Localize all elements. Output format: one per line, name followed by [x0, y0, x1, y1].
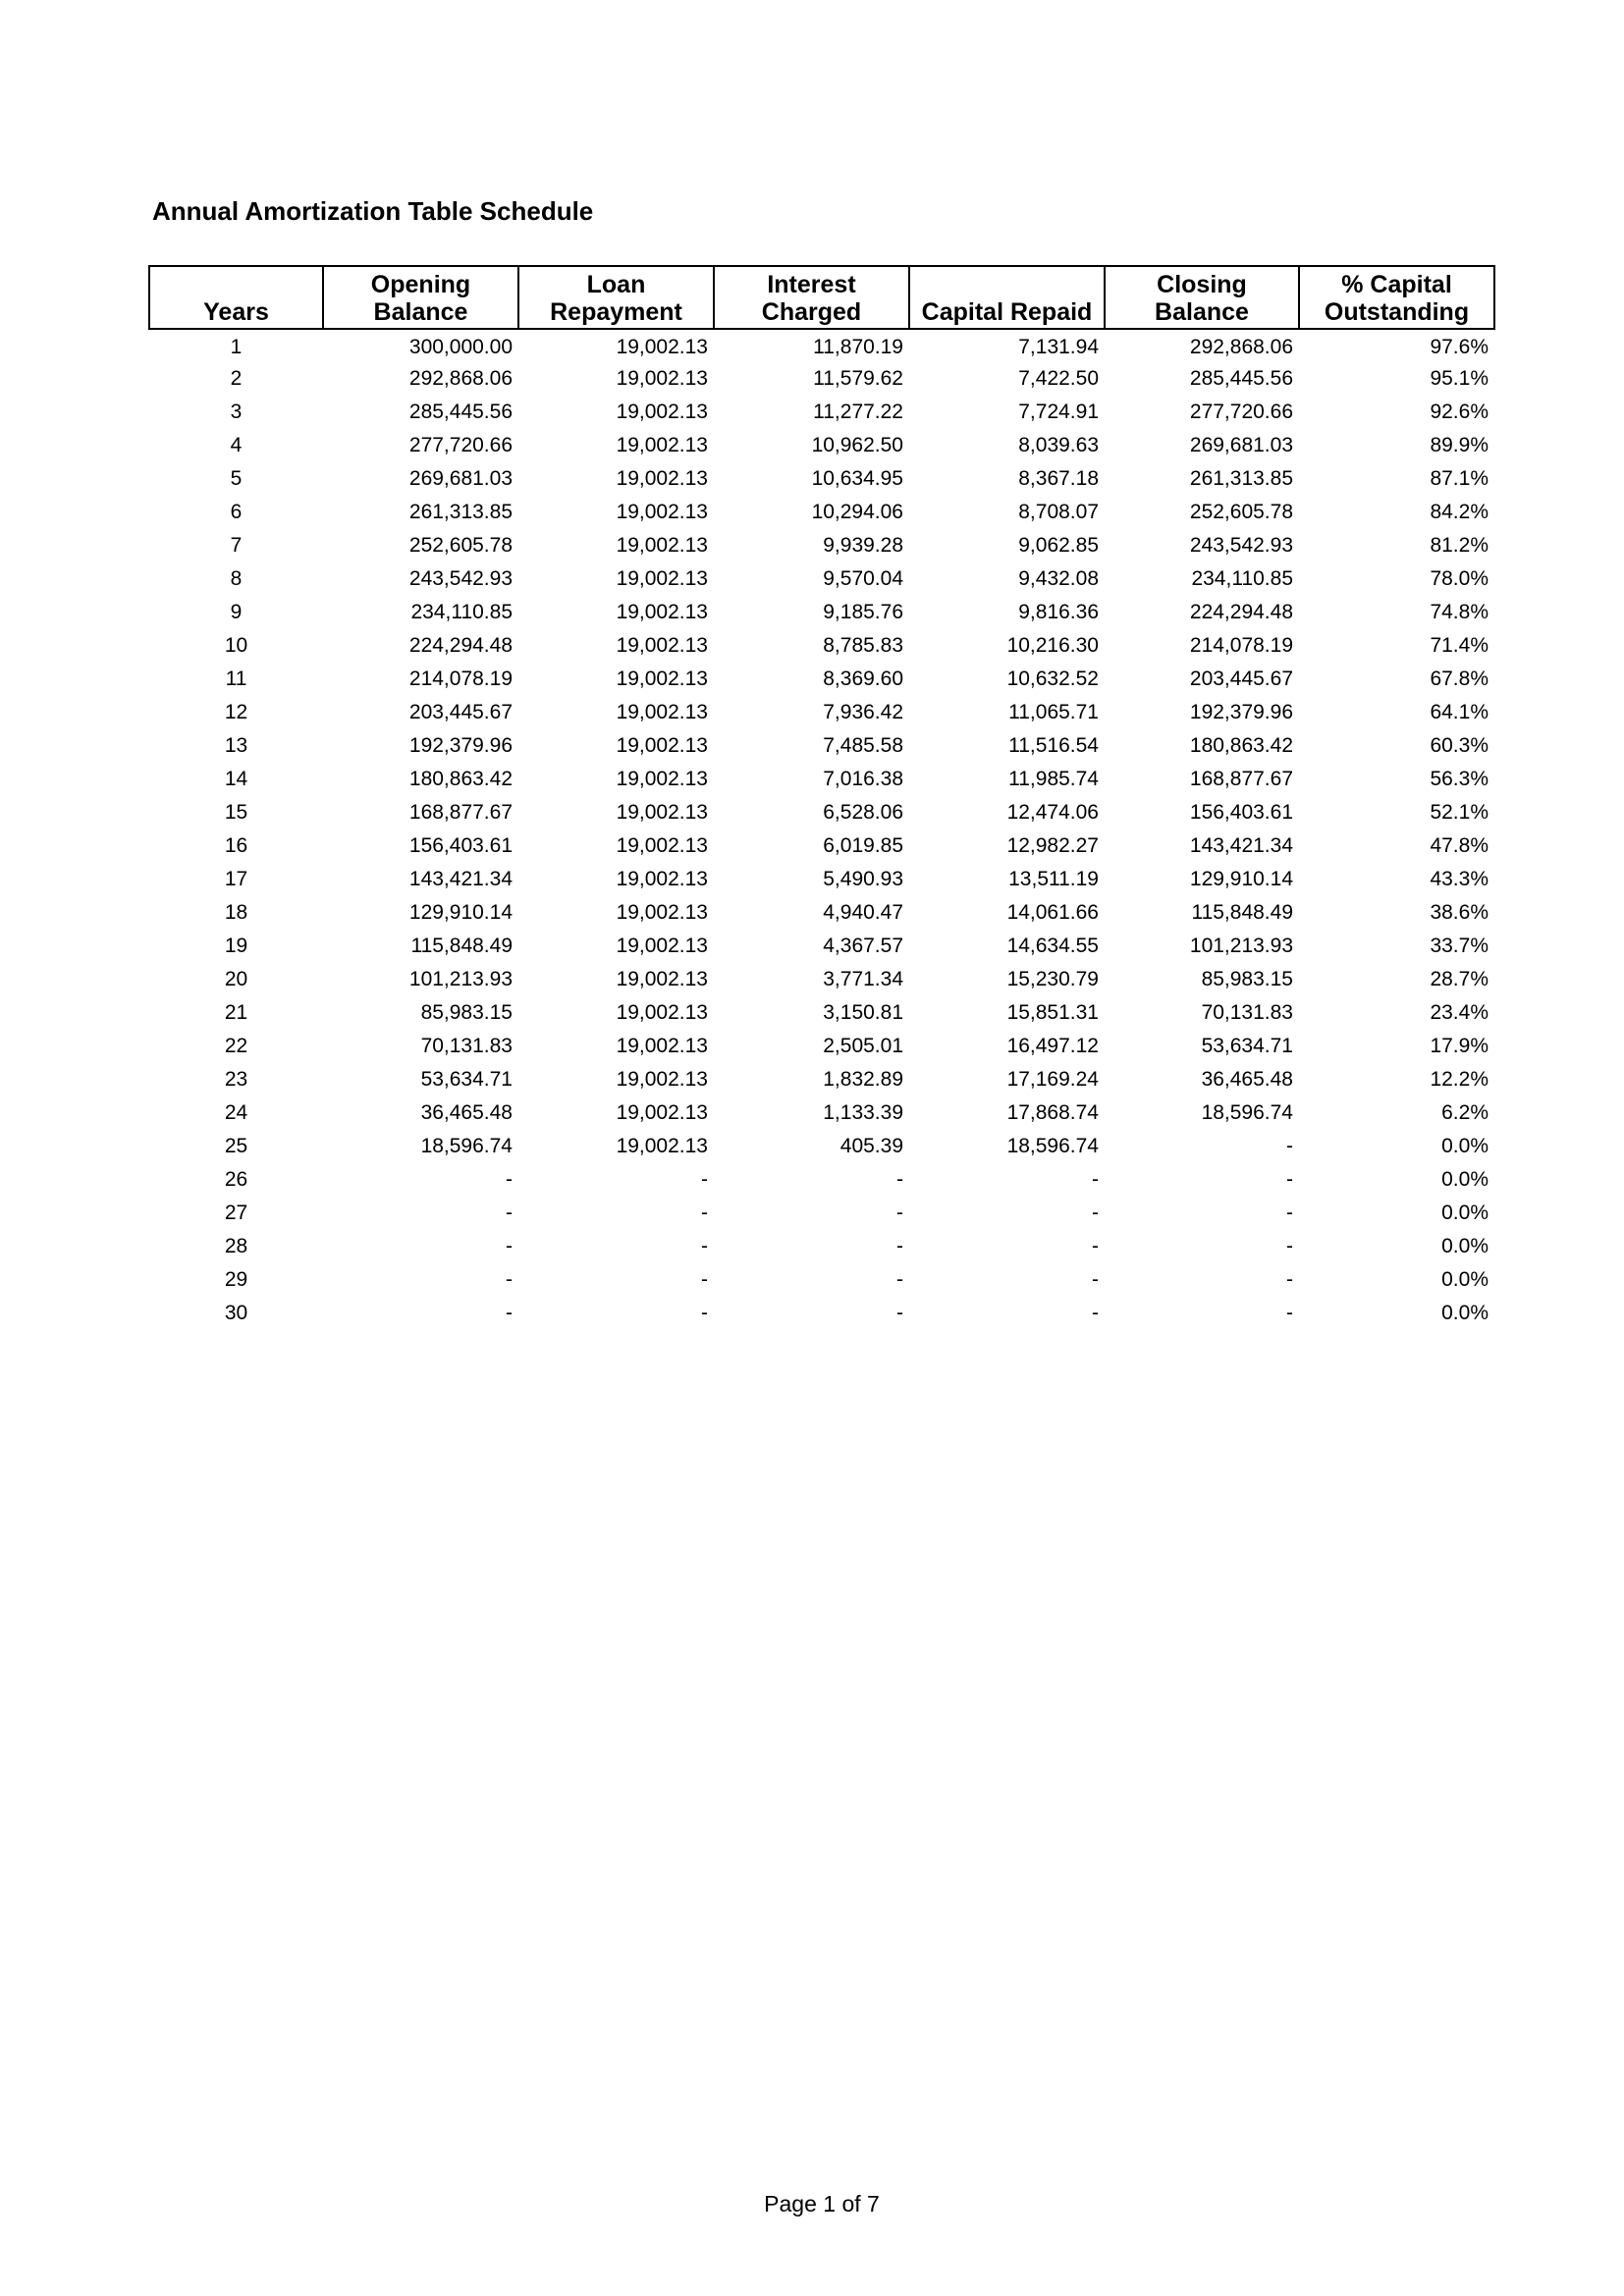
cell-year: 21	[224, 1001, 248, 1024]
cell-closing-balance: 224,294.48	[1189, 601, 1293, 623]
cell-capital-repaid: 10,216.30	[1006, 634, 1099, 657]
column-header-interest-charged: Interest Charged	[714, 266, 909, 329]
cell-capital-repaid: -	[1092, 1302, 1099, 1324]
cell-interest-charged: 10,962.50	[811, 434, 903, 456]
cell-year: 5	[230, 467, 243, 490]
cell-capital-repaid: 9,432.08	[1018, 567, 1099, 590]
cell-loan-repayment: 19,002.13	[616, 467, 708, 490]
cell-year: 23	[224, 1068, 248, 1091]
cell-loan-repayment: 19,002.13	[616, 768, 708, 790]
cell-capital-outstanding: 0.0%	[1441, 1235, 1489, 1257]
cell-opening-balance: 18,596.74	[420, 1135, 513, 1157]
cell-capital-repaid: 13,511.19	[1008, 868, 1099, 890]
cell-capital-repaid: 16,497.12	[1006, 1035, 1099, 1057]
cell-opening-balance: 243,542.93	[408, 567, 513, 590]
cell-closing-balance: 156,403.61	[1189, 801, 1293, 824]
cell-capital-outstanding: 0.0%	[1441, 1168, 1489, 1191]
cell-closing-balance: 261,313.85	[1189, 467, 1293, 490]
cell-loan-repayment: 19,002.13	[616, 968, 708, 990]
cell-capital-outstanding: 12.2%	[1430, 1068, 1489, 1091]
cell-loan-repayment: 19,002.13	[616, 534, 708, 557]
cell-opening-balance: 261,313.85	[408, 501, 513, 523]
table-row	[149, 529, 1494, 562]
cell-closing-balance: 234,110.85	[1191, 567, 1293, 590]
cell-capital-outstanding: 38.6%	[1430, 901, 1489, 924]
cell-capital-outstanding: 28.7%	[1430, 968, 1489, 990]
cell-loan-repayment: 19,002.13	[616, 901, 708, 924]
cell-opening-balance: -	[506, 1235, 513, 1257]
cell-capital-repaid: 11,516.54	[1008, 734, 1099, 757]
cell-closing-balance: 180,863.42	[1189, 734, 1293, 757]
cell-capital-outstanding: 52.1%	[1430, 801, 1489, 824]
cell-closing-balance: 70,131.83	[1201, 1001, 1293, 1024]
cell-interest-charged: 11,870.19	[813, 335, 903, 358]
table-row	[149, 496, 1494, 529]
table-row	[149, 596, 1494, 629]
table-row	[149, 562, 1494, 596]
cell-loan-repayment: 19,002.13	[616, 501, 708, 523]
cell-interest-charged: 9,185.76	[823, 601, 903, 623]
cell-capital-repaid: 15,851.31	[1006, 1001, 1099, 1024]
cell-capital-outstanding: 6.2%	[1441, 1101, 1489, 1124]
cell-capital-repaid: 15,230.79	[1006, 968, 1099, 990]
cell-loan-repayment: 19,002.13	[616, 434, 708, 456]
table-row	[149, 863, 1494, 896]
cell-interest-charged: 7,936.42	[823, 701, 903, 723]
cell-interest-charged: -	[896, 1302, 903, 1324]
cell-closing-balance: -	[1286, 1168, 1293, 1191]
cell-capital-outstanding: 97.6%	[1430, 335, 1489, 358]
table-row	[149, 696, 1494, 729]
cell-loan-repayment: -	[701, 1268, 708, 1291]
cell-interest-charged: 7,485.58	[823, 734, 903, 757]
cell-loan-repayment: 19,002.13	[616, 567, 708, 590]
cell-year: 22	[224, 1035, 248, 1057]
column-header-loan-repayment: Loan Repayment	[518, 266, 714, 329]
cell-capital-repaid: 12,982.27	[1006, 834, 1099, 857]
cell-opening-balance: 180,863.42	[408, 768, 513, 790]
cell-loan-repayment: 19,002.13	[616, 701, 708, 723]
cell-capital-repaid: 17,169.24	[1006, 1068, 1099, 1091]
table-row	[149, 1197, 1494, 1230]
amortization-table	[148, 265, 1495, 1330]
cell-loan-repayment: 19,002.13	[616, 1001, 708, 1024]
cell-opening-balance: 203,445.67	[408, 701, 513, 723]
cell-year: 3	[230, 400, 243, 423]
cell-closing-balance: 168,877.67	[1189, 768, 1293, 790]
table-row	[149, 1230, 1494, 1263]
cell-closing-balance: 53,634.71	[1201, 1035, 1293, 1057]
cell-capital-outstanding: 71.4%	[1430, 634, 1489, 657]
cell-opening-balance: 214,078.19	[408, 667, 513, 690]
cell-interest-charged: 4,940.47	[823, 901, 903, 924]
cell-capital-outstanding: 74.8%	[1430, 601, 1489, 623]
cell-year: 18	[224, 901, 248, 924]
cell-interest-charged: 3,150.81	[823, 1001, 903, 1024]
cell-loan-repayment: 19,002.13	[616, 1135, 708, 1157]
cell-capital-repaid: 9,816.36	[1018, 601, 1099, 623]
cell-loan-repayment: 19,002.13	[616, 1101, 708, 1124]
cell-year: 11	[225, 667, 247, 690]
table-row	[149, 629, 1494, 663]
cell-capital-repaid: 11,065.71	[1008, 701, 1099, 723]
cell-capital-repaid: 10,632.52	[1006, 667, 1099, 690]
cell-loan-repayment: 19,002.13	[616, 1035, 708, 1057]
cell-opening-balance: 156,403.61	[408, 834, 513, 857]
table-row	[149, 1063, 1494, 1096]
cell-year: 13	[224, 734, 248, 757]
table-row	[149, 963, 1494, 996]
column-header-capital-outstanding: % Capital Outstanding	[1299, 266, 1494, 329]
cell-closing-balance: 129,910.14	[1189, 868, 1293, 890]
cell-year: 26	[224, 1168, 248, 1191]
cell-interest-charged: 11,579.62	[813, 367, 903, 390]
cell-interest-charged: 5,490.93	[823, 868, 903, 890]
cell-year: 15	[224, 801, 248, 824]
cell-loan-repayment: 19,002.13	[616, 934, 708, 957]
cell-capital-repaid: 8,367.18	[1018, 467, 1099, 490]
cell-interest-charged: 11,277.22	[813, 400, 903, 423]
cell-loan-repayment: -	[701, 1201, 708, 1224]
cell-interest-charged: 8,785.83	[823, 634, 903, 657]
cell-opening-balance: 252,605.78	[408, 534, 513, 557]
cell-opening-balance: -	[506, 1201, 513, 1224]
table-row	[149, 1030, 1494, 1063]
cell-capital-repaid: 7,422.50	[1018, 367, 1099, 390]
cell-loan-repayment: 19,002.13	[616, 1068, 708, 1091]
cell-year: 1	[230, 335, 243, 358]
cell-interest-charged: 405.39	[839, 1135, 903, 1157]
cell-year: 16	[224, 834, 248, 857]
cell-interest-charged: 3,771.34	[823, 968, 903, 990]
cell-opening-balance: 143,421.34	[408, 868, 513, 890]
cell-capital-outstanding: 33.7%	[1430, 934, 1489, 957]
cell-capital-repaid: 8,708.07	[1018, 501, 1099, 523]
cell-opening-balance: -	[506, 1168, 513, 1191]
column-header-closing-balance: Closing Balance	[1105, 266, 1299, 329]
cell-capital-repaid: 11,985.74	[1008, 768, 1099, 790]
cell-capital-outstanding: 89.9%	[1430, 434, 1489, 456]
cell-opening-balance: -	[506, 1302, 513, 1324]
cell-interest-charged: 10,294.06	[811, 501, 903, 523]
cell-year: 10	[224, 634, 248, 657]
cell-opening-balance: 168,877.67	[408, 801, 513, 824]
cell-capital-outstanding: 23.4%	[1430, 1001, 1489, 1024]
table-row	[149, 930, 1494, 963]
cell-capital-repaid: 7,724.91	[1018, 400, 1099, 423]
table-row	[149, 1163, 1494, 1197]
cell-capital-repaid: 14,061.66	[1006, 901, 1099, 924]
cell-interest-charged: 6,528.06	[823, 801, 903, 824]
cell-year: 25	[224, 1135, 248, 1157]
cell-year: 6	[230, 501, 243, 523]
table-row	[149, 1096, 1494, 1130]
cell-capital-outstanding: 47.8%	[1430, 834, 1489, 857]
cell-interest-charged: -	[896, 1201, 903, 1224]
table-row	[149, 896, 1494, 930]
cell-loan-repayment: 19,002.13	[616, 601, 708, 623]
cell-closing-balance: -	[1286, 1235, 1293, 1257]
cell-closing-balance: -	[1286, 1268, 1293, 1291]
cell-capital-repaid: 8,039.63	[1018, 434, 1099, 456]
cell-year: 29	[224, 1268, 248, 1291]
table-row	[149, 796, 1494, 829]
table-row	[149, 429, 1494, 462]
cell-capital-repaid: -	[1092, 1201, 1099, 1224]
table-body	[149, 329, 1494, 1330]
cell-capital-outstanding: 0.0%	[1441, 1135, 1489, 1157]
cell-opening-balance: 129,910.14	[408, 901, 513, 924]
cell-capital-repaid: 7,131.94	[1018, 335, 1099, 358]
cell-closing-balance: 85,983.15	[1201, 968, 1293, 990]
cell-loan-repayment: 19,002.13	[616, 801, 708, 824]
cell-closing-balance: -	[1286, 1201, 1293, 1224]
cell-capital-repaid: -	[1092, 1235, 1099, 1257]
column-header-capital-repaid: Capital Repaid	[909, 266, 1105, 329]
cell-opening-balance: 115,848.49	[410, 934, 513, 957]
cell-closing-balance: 243,542.93	[1189, 534, 1293, 557]
cell-opening-balance: 224,294.48	[408, 634, 513, 657]
cell-closing-balance: 192,379.96	[1189, 701, 1293, 723]
cell-interest-charged: 10,634.95	[811, 467, 903, 490]
cell-loan-repayment: 19,002.13	[616, 367, 708, 390]
cell-year: 28	[224, 1235, 248, 1257]
table-row	[149, 996, 1494, 1030]
cell-opening-balance: 269,681.03	[408, 467, 513, 490]
cell-opening-balance: 285,445.56	[408, 400, 513, 423]
cell-closing-balance: -	[1286, 1302, 1293, 1324]
cell-capital-outstanding: 0.0%	[1441, 1302, 1489, 1324]
cell-closing-balance: 18,596.74	[1201, 1101, 1293, 1124]
cell-capital-repaid: 14,634.55	[1006, 934, 1099, 957]
cell-loan-repayment: 19,002.13	[616, 400, 708, 423]
cell-closing-balance: 115,848.49	[1191, 901, 1293, 924]
cell-closing-balance: 101,213.93	[1189, 934, 1293, 957]
cell-capital-outstanding: 87.1%	[1430, 467, 1489, 490]
cell-interest-charged: 2,505.01	[823, 1035, 903, 1057]
cell-year: 27	[224, 1201, 248, 1224]
table-row	[149, 396, 1494, 429]
cell-year: 8	[230, 567, 243, 590]
cell-capital-repaid: 9,062.85	[1018, 534, 1099, 557]
cell-capital-repaid: -	[1092, 1168, 1099, 1191]
cell-loan-repayment: -	[701, 1168, 708, 1191]
cell-year: 7	[230, 534, 243, 557]
table-row	[149, 729, 1494, 763]
cell-closing-balance: 36,465.48	[1201, 1068, 1293, 1091]
column-header-years: Years	[149, 266, 323, 329]
cell-closing-balance: 292,868.06	[1189, 335, 1293, 358]
table-row	[149, 1130, 1494, 1163]
cell-capital-repaid: -	[1092, 1268, 1099, 1291]
cell-interest-charged: 7,016.38	[823, 768, 903, 790]
cell-year: 9	[230, 601, 243, 623]
table-row	[149, 362, 1494, 396]
cell-closing-balance: -	[1286, 1135, 1293, 1157]
cell-capital-outstanding: 67.8%	[1430, 667, 1489, 690]
cell-interest-charged: 9,570.04	[823, 567, 903, 590]
table-row	[149, 763, 1494, 796]
cell-interest-charged: 6,019.85	[823, 834, 903, 857]
cell-loan-repayment: 19,002.13	[616, 834, 708, 857]
cell-closing-balance: 252,605.78	[1189, 501, 1293, 523]
cell-capital-outstanding: 17.9%	[1430, 1035, 1489, 1057]
cell-interest-charged: -	[896, 1168, 903, 1191]
cell-closing-balance: 143,421.34	[1189, 834, 1293, 857]
cell-interest-charged: 1,832.89	[823, 1068, 903, 1091]
cell-capital-outstanding: 81.2%	[1430, 534, 1489, 557]
cell-capital-outstanding: 78.0%	[1430, 567, 1489, 590]
cell-opening-balance: 85,983.15	[420, 1001, 513, 1024]
table-row	[149, 663, 1494, 696]
cell-capital-repaid: 18,596.74	[1006, 1135, 1099, 1157]
table-row	[149, 1263, 1494, 1297]
cell-closing-balance: 277,720.66	[1189, 400, 1293, 423]
cell-opening-balance: 192,379.96	[408, 734, 513, 757]
cell-year: 14	[224, 768, 248, 790]
cell-year: 30	[224, 1302, 248, 1324]
cell-interest-charged: -	[896, 1268, 903, 1291]
cell-year: 20	[224, 968, 248, 990]
table-row	[149, 829, 1494, 863]
cell-capital-outstanding: 95.1%	[1430, 367, 1489, 390]
cell-year: 4	[230, 434, 243, 456]
cell-opening-balance: 292,868.06	[408, 367, 513, 390]
cell-opening-balance: 101,213.93	[408, 968, 513, 990]
cell-capital-repaid: 17,868.74	[1006, 1101, 1099, 1124]
cell-closing-balance: 203,445.67	[1189, 667, 1293, 690]
cell-interest-charged: -	[896, 1235, 903, 1257]
cell-opening-balance: 300,000.00	[408, 335, 513, 358]
cell-capital-outstanding: 60.3%	[1430, 734, 1489, 757]
table-row	[149, 329, 1494, 362]
cell-capital-outstanding: 56.3%	[1430, 768, 1489, 790]
cell-interest-charged: 8,369.60	[823, 667, 903, 690]
table-row	[149, 462, 1494, 496]
cell-loan-repayment: 19,002.13	[616, 667, 708, 690]
cell-capital-outstanding: 0.0%	[1441, 1268, 1489, 1291]
cell-interest-charged: 4,367.57	[823, 934, 903, 957]
cell-capital-outstanding: 64.1%	[1430, 701, 1489, 723]
cell-year: 2	[230, 367, 243, 390]
cell-interest-charged: 9,939.28	[823, 534, 903, 557]
cell-closing-balance: 269,681.03	[1189, 434, 1293, 456]
cell-loan-repayment: -	[701, 1235, 708, 1257]
cell-opening-balance: 234,110.85	[410, 601, 513, 623]
cell-year: 24	[224, 1101, 248, 1124]
cell-capital-outstanding: 92.6%	[1430, 400, 1489, 423]
cell-loan-repayment: 19,002.13	[616, 335, 708, 358]
cell-capital-outstanding: 43.3%	[1430, 868, 1489, 890]
cell-loan-repayment: 19,002.13	[616, 634, 708, 657]
cell-loan-repayment: 19,002.13	[616, 868, 708, 890]
cell-opening-balance: 70,131.83	[420, 1035, 513, 1057]
page-number: Page 1 of 7	[764, 2191, 880, 2216]
cell-closing-balance: 285,445.56	[1189, 367, 1293, 390]
cell-interest-charged: 1,133.39	[823, 1101, 903, 1124]
cell-loan-repayment: -	[701, 1302, 708, 1324]
cell-year: 17	[224, 868, 248, 890]
table-header-row	[149, 266, 1494, 329]
cell-capital-outstanding: 84.2%	[1430, 501, 1489, 523]
page-title: Annual Amortization Table Schedule	[152, 196, 594, 226]
cell-capital-repaid: 12,474.06	[1006, 801, 1099, 824]
cell-loan-repayment: 19,002.13	[616, 734, 708, 757]
cell-opening-balance: 277,720.66	[408, 434, 513, 456]
cell-year: 19	[224, 934, 248, 957]
table-row	[149, 1297, 1494, 1330]
cell-opening-balance: -	[506, 1268, 513, 1291]
cell-opening-balance: 36,465.48	[420, 1101, 513, 1124]
cell-closing-balance: 214,078.19	[1189, 634, 1293, 657]
cell-opening-balance: 53,634.71	[420, 1068, 513, 1091]
cell-capital-outstanding: 0.0%	[1441, 1201, 1489, 1224]
column-header-opening-balance: Opening Balance	[323, 266, 518, 329]
cell-year: 12	[224, 701, 248, 723]
